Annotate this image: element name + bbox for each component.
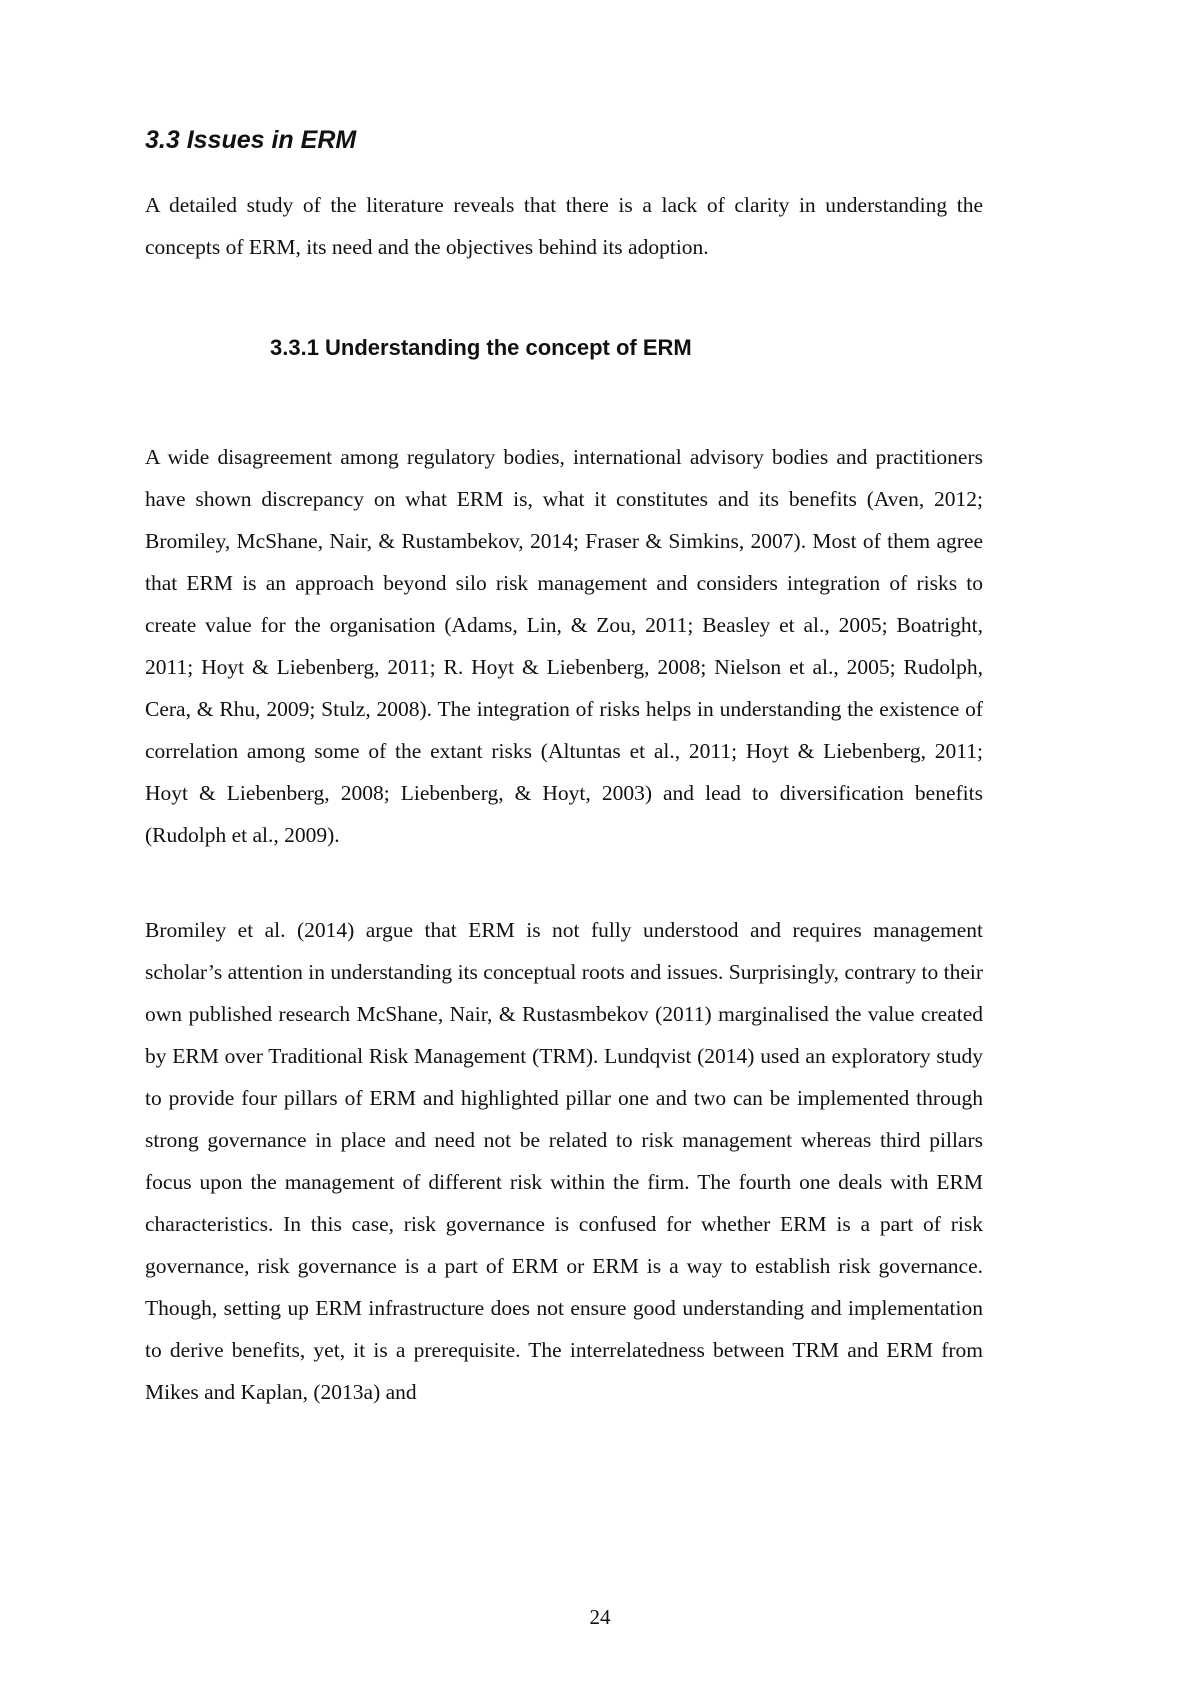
intro-paragraph: A detailed study of the literature reveals that there is a lack of clarity in understanding the concepts of ERM, its need and the objectives behind its adoption.: [145, 193, 983, 259]
section-heading: 3.3 Issues in ERM: [145, 126, 357, 154]
subsection-heading: 3.3.1 Understanding the concept of ERM: [270, 335, 692, 360]
body-paragraph: A wide disagreement among regulatory bodies, international advisory bodies and practitioners have shown discrepancy on what ERM is, what it constitutes and its benefits (Aven, 2012; Bromiley, McShane, Nair, & Rustambekov, 2014; Fraser & Simkins, 2007). Most of them agree that ERM is an approach beyond silo risk management and considers integration of risks to create value for the organisation (Adams, Lin, & Zou, 2011; Beasley et al., 2005; Boatright, 2011; Hoyt & Liebenberg, 2011; R. Hoyt & Liebenberg, 2008; Nielson et al., 2005; Rudolph, Cera, & Rhu, 2009; Stulz, 2008). The integration of risks helps in understanding the existence of correlation among some of the extant risks (Altuntas et al., 2011; Hoyt & Liebenberg, 2011; Hoyt & Liebenberg, 2008; Liebenberg, & Hoyt, 2003) and lead to diversification benefits (Rudolph et al., 2009).: [145, 445, 983, 847]
page-number: 24: [589, 1605, 611, 1629]
body-paragraph: Bromiley et al. (2014) argue that ERM is not fully understood and requires management scholar’s attention in understanding its conceptual roots and issues. Surprisingly, contrary to their own published research McShane, Nair, & Rustasmbekov (2011) marginalised the value created by ERM over Traditional Risk Management (TRM). Lundqvist (2014) used an exploratory study to provide four pillars of ERM and highlighted pillar one and two can be implemented through strong governance in place and need not be related to risk management whereas third pillars focus upon the management of different risk within the firm. The fourth one deals with ERM characteristics. In this case, risk governance is confused for whether ERM is a part of risk governance, risk governance is a part of ERM or ERM is a way to establish risk governance. Though, setting up ERM infrastructure does not ensure good understanding and implementation to derive benefits, yet, it is a prerequisite. The interrelatedness between TRM and ERM from Mikes and Kaplan, (2013a) and: [145, 918, 983, 1404]
